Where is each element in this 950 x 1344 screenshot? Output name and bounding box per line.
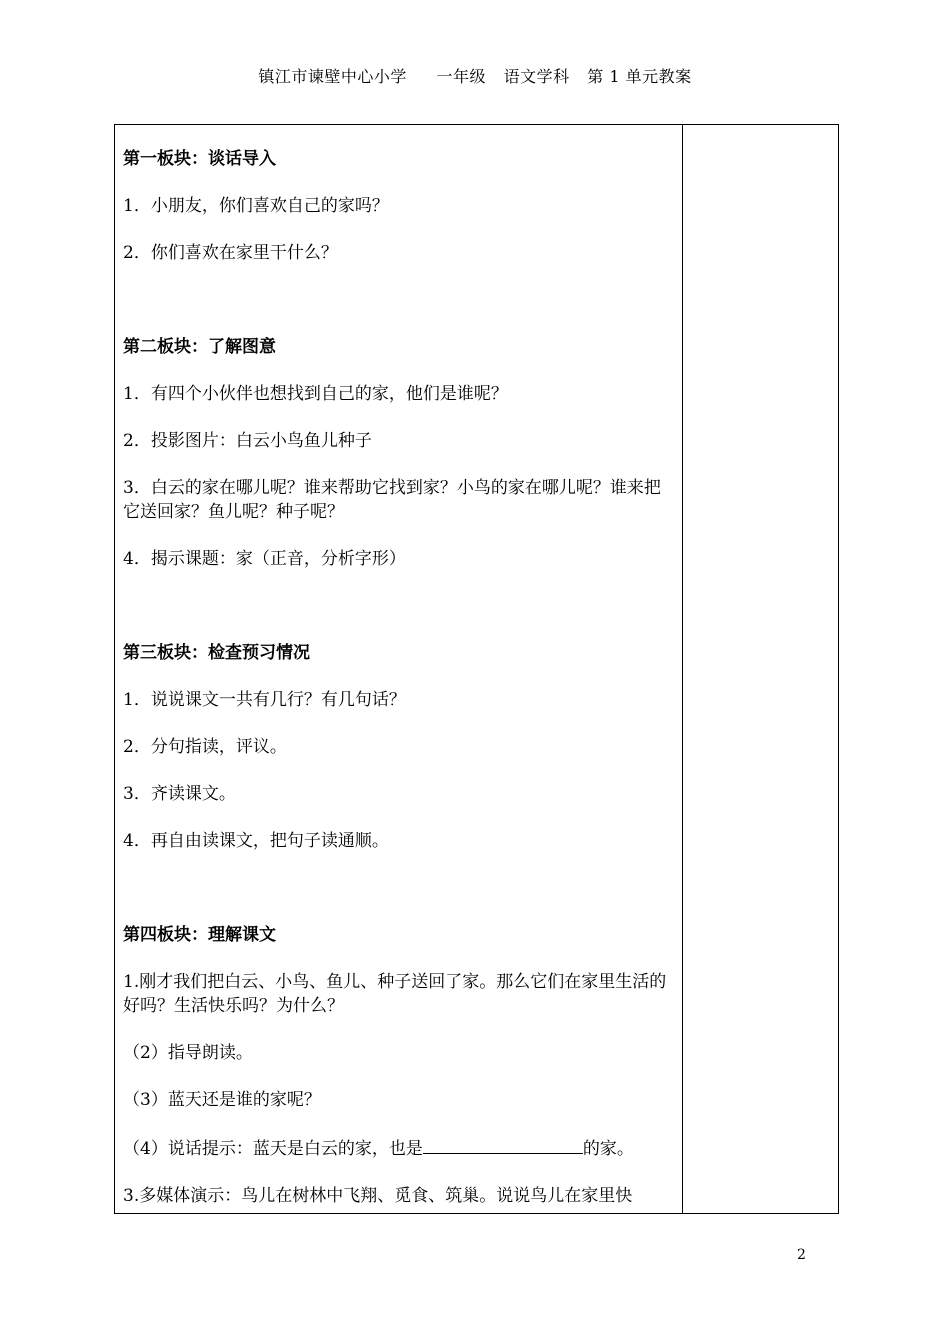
lesson-table: [114, 124, 839, 1214]
section-title: 第二板块：了解图意: [123, 337, 276, 357]
section-item: 4．再自由读课文，把句子读通顺。: [123, 831, 389, 851]
header-unit: 第 1 单元教案: [587, 67, 692, 86]
header-school: 镇江市谏壁中心小学: [258, 67, 407, 86]
section-item: 1．说说课文一共有几行？有几句话？: [123, 690, 406, 710]
section-item: （3）蓝天还是谁的家呢？: [123, 1090, 321, 1110]
section-item: 4．揭示课题：家（正音，分析字形）: [123, 549, 406, 569]
section-title: 第三板块：检查预习情况: [123, 643, 310, 663]
section-title: 第一板块：谈话导入: [123, 149, 276, 169]
section-item: 3.多媒体演示：鸟儿在树林中飞翔、觅食、筑巢。说说鸟儿在家里快: [123, 1186, 633, 1206]
fill-in-prompt: [123, 1135, 674, 1161]
lesson-content-cell: [115, 125, 682, 1213]
page-number: 2: [797, 1247, 806, 1263]
column-divider: [682, 125, 683, 1213]
section-item: 3．白云的家在哪儿呢？谁来帮助它找到家？小鸟的家在哪儿呢？谁来把它送回家？鱼儿呢？种子呢？: [123, 478, 661, 522]
section-item: 2．投影图片：白云小鸟鱼儿种子: [123, 431, 372, 451]
section-item: 3．齐读课文。: [123, 784, 236, 804]
fill-suffix: 的家。: [582, 1139, 634, 1159]
section-item: 1．小朋友，你们喜欢自己的家吗？: [123, 196, 389, 216]
page-header: [0, 64, 950, 87]
section-item: （2）指导朗读。: [123, 1043, 253, 1063]
section-title: 第四板块：理解课文: [123, 925, 276, 945]
section-item: 2．分句指读，评议。: [123, 737, 287, 757]
section-item: 1．有四个小伙伴也想找到自己的家，他们是谁呢？: [123, 384, 508, 404]
section-item: 2．你们喜欢在家里干什么？: [123, 243, 338, 263]
fill-blank-line: [423, 1135, 583, 1154]
section-item: 1.刚才我们把白云、小鸟、鱼儿、种子送回了家。那么它们在家里生活的好吗？生活快乐吗？为什么？: [123, 972, 667, 1016]
header-grade: 一年级: [436, 67, 487, 86]
header-subject: 语文学科: [503, 67, 570, 86]
fill-prefix: （4）说话提示：蓝天是白云的家，也是: [123, 1139, 423, 1159]
